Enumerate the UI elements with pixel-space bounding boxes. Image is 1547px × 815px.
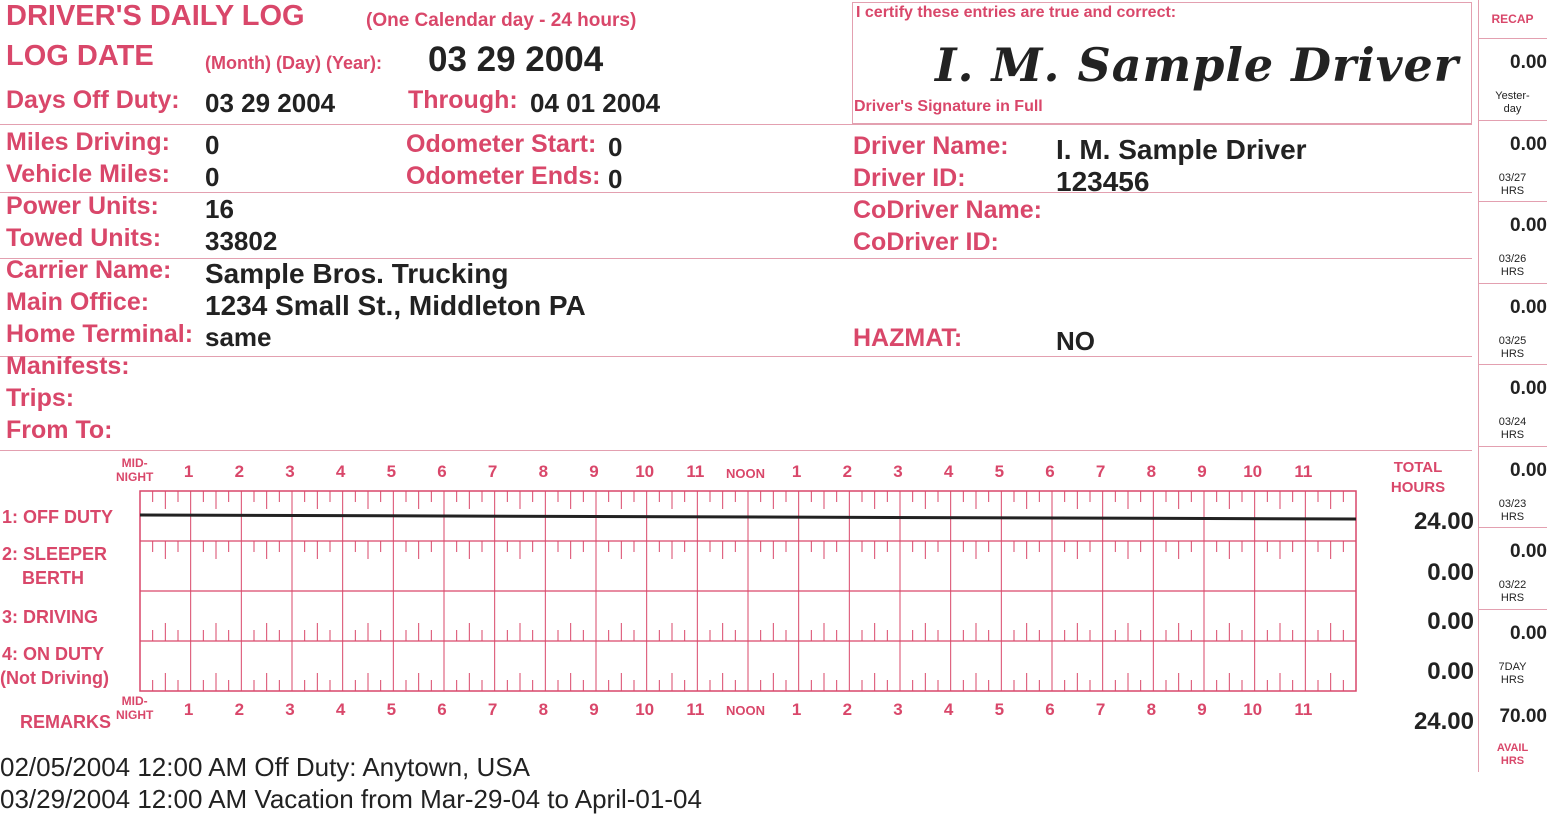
remark-line-1: 02/05/2004 12:00 AM Off Duty: Anytown, USA	[0, 752, 530, 782]
hour-label: 1	[183, 462, 194, 481]
codriver-id-label: CoDriver ID:	[853, 228, 999, 256]
home-terminal-value: same	[205, 322, 272, 352]
total-sleeper: 0.00	[1427, 559, 1474, 586]
main-office-value: 1234 Small St., Middleton PA	[205, 290, 586, 321]
hour-label: 4	[335, 700, 346, 719]
through-label: Through:	[408, 86, 518, 114]
signature-label: Driver's Signature in Full	[854, 98, 1043, 115]
hazmat-label: HAZMAT:	[853, 324, 963, 352]
remarks-label: REMARKS	[20, 712, 112, 732]
hour-label: 4	[943, 462, 954, 481]
recap-separator	[1478, 609, 1547, 610]
hour-label: 11	[686, 700, 705, 719]
log-subtitle: (One Calendar day - 24 hours)	[366, 10, 637, 31]
recap-separator	[1478, 201, 1547, 202]
row-label-driving: 3: DRIVING	[2, 607, 99, 627]
recap-separator	[1478, 446, 1547, 447]
miles-driving-value: 0	[205, 130, 220, 160]
hour-label: 10	[635, 462, 655, 481]
carrier-name-label: Carrier Name:	[6, 256, 172, 284]
noon-label: NOON	[726, 466, 765, 481]
hour-label: 1	[183, 700, 194, 719]
through-value: 04 01 2004	[530, 88, 661, 118]
towed-units-value: 33802	[205, 226, 278, 256]
hour-label: 2	[234, 462, 245, 481]
recap-period-label: 03/27 HRS	[1498, 171, 1527, 197]
recap-avail-label: AVAIL HRS	[1496, 742, 1529, 767]
hour-label: 9	[589, 700, 599, 719]
hour-label: 3	[285, 700, 295, 719]
hour-label: 8	[538, 462, 549, 481]
hour-label: 10	[635, 700, 655, 719]
log-date-format: (Month) (Day) (Year):	[205, 53, 382, 73]
log-date-label: LOG DATE	[6, 40, 154, 72]
hour-label: 11	[1294, 462, 1313, 481]
power-units-label: Power Units:	[6, 192, 159, 220]
hour-label: 5	[994, 700, 1005, 719]
main-office-label: Main Office:	[6, 288, 150, 316]
recap-title: RECAP	[1491, 12, 1534, 26]
recap-period-label: 03/24 HRS	[1498, 416, 1527, 441]
hour-label: 8	[538, 700, 549, 719]
recap-separator	[1478, 38, 1547, 39]
hour-label: 1	[791, 462, 802, 481]
recap-value: 0.00	[1510, 133, 1547, 155]
odometer-ends-value: 0	[608, 164, 623, 194]
hour-label: 8	[1146, 700, 1157, 719]
recap-value: 0.00	[1510, 541, 1547, 562]
hazmat-value: NO	[1056, 326, 1095, 356]
recap-value: 0.00	[1510, 296, 1547, 318]
hour-label: 7	[487, 700, 498, 719]
recap-period-label: 03/25 HRS	[1498, 334, 1527, 360]
codriver-name-label: CoDriver Name:	[853, 196, 1042, 224]
home-terminal-label: Home Terminal:	[6, 320, 194, 348]
hour-label: 2	[842, 700, 853, 719]
days-off-value: 03 29 2004	[205, 88, 336, 118]
recap-avail-value: 70.00	[1499, 706, 1547, 727]
hour-label: 2	[234, 700, 245, 719]
hour-label: 11	[686, 462, 705, 481]
hour-label: 11	[1294, 700, 1313, 719]
hour-label: 4	[943, 700, 954, 719]
driver-name-value: I. M. Sample Driver	[1056, 134, 1307, 165]
row-label-on-duty: 4: ON DUTY	[2, 644, 105, 664]
log-date-value: 03 29 2004	[428, 40, 604, 79]
hour-label: 9	[1197, 700, 1207, 719]
hour-label: 6	[1045, 700, 1055, 719]
hour-label: 2	[842, 462, 853, 481]
hour-label: 3	[893, 462, 903, 481]
vehicle-miles-label: Vehicle Miles:	[6, 160, 170, 188]
midnight-top-label: MID- NIGHT	[116, 456, 154, 484]
towed-units-label: Towed Units:	[6, 224, 162, 252]
recap-value: 0.00	[1510, 378, 1547, 399]
days-off-label: Days Off Duty:	[6, 86, 180, 114]
odometer-ends-label: Odometer Ends:	[406, 162, 601, 190]
hour-label: 1	[791, 700, 802, 719]
driver-signature: I. M. Sample Driver	[935, 38, 1459, 92]
recap-value: 0.00	[1510, 622, 1547, 644]
vehicle-miles-value: 0	[205, 162, 220, 192]
power-units-value: 16	[205, 194, 234, 224]
hour-label: 3	[285, 462, 295, 481]
hour-label: 9	[1197, 462, 1207, 481]
recap-period-label: 7DAY HRS	[1498, 660, 1527, 686]
total-on-duty: 0.00	[1427, 658, 1474, 685]
hour-label: 7	[1095, 462, 1106, 481]
hour-label: 3	[893, 700, 903, 719]
recap-period-label: Yester- day	[1495, 90, 1530, 115]
row-label-on-duty-2: (Not Driving)	[0, 668, 109, 688]
recap-period-label: 03/22 HRS	[1498, 579, 1527, 604]
hour-label: 5	[994, 462, 1005, 481]
recap-value: 0.00	[1510, 459, 1547, 481]
total-off-duty: 24.00	[1413, 508, 1474, 535]
driver-id-label: Driver ID:	[853, 164, 966, 192]
odometer-start-label: Odometer Start:	[406, 130, 597, 158]
hour-label: 8	[1146, 462, 1157, 481]
remark-line-2: 03/29/2004 12:00 AM Vacation from Mar-29-04 to April-01-04	[0, 784, 702, 814]
recap-separator	[1478, 364, 1547, 365]
odometer-start-value: 0	[608, 132, 623, 162]
carrier-name-value: Sample Bros. Trucking	[205, 258, 509, 289]
certification-text: I certify these entries are true and correct:	[856, 4, 1177, 21]
hour-label: 7	[1095, 700, 1106, 719]
recap-value: 0.00	[1510, 215, 1547, 236]
from-to-label: From To:	[6, 416, 113, 444]
row-label-sleeper: 2: SLEEPER	[2, 544, 108, 564]
total-driving: 0.00	[1427, 608, 1474, 635]
hour-label: 6	[437, 462, 447, 481]
manifests-label: Manifests:	[6, 352, 130, 380]
hour-label: 5	[386, 462, 397, 481]
hour-label: 4	[335, 462, 346, 481]
recap-value: 0.00	[1510, 52, 1547, 73]
recap-separator	[1478, 527, 1547, 528]
hour-label: 6	[437, 700, 447, 719]
hour-label: 6	[1045, 462, 1055, 481]
grand-total: 24.00	[1413, 708, 1474, 735]
total-hours-label: TOTAL HOURS	[1390, 459, 1446, 496]
recap-separator	[1478, 283, 1547, 284]
row-label-sleeper-2: BERTH	[22, 568, 84, 588]
trips-label: Trips:	[6, 384, 75, 412]
recap-period-label: 03/26 HRS	[1498, 253, 1527, 278]
log-title: DRIVER'S DAILY LOG	[6, 0, 305, 32]
recap-period-label: 03/23 HRS	[1498, 497, 1527, 523]
midnight-bottom-label: MID- NIGHT	[116, 694, 154, 722]
duty-status-line	[140, 515, 1356, 519]
hour-label: 10	[1243, 462, 1263, 481]
driver-id-value: 123456	[1056, 166, 1150, 197]
noon-label: NOON	[726, 703, 765, 718]
row-label-off-duty: 1: OFF DUTY	[2, 507, 113, 527]
hour-label: 10	[1243, 700, 1263, 719]
driver-name-label: Driver Name:	[853, 132, 1009, 160]
miles-driving-label: Miles Driving:	[6, 128, 170, 156]
recap-separator	[1478, 120, 1547, 121]
hour-label: 9	[589, 462, 599, 481]
hour-label: 7	[487, 462, 498, 481]
hour-label: 5	[386, 700, 397, 719]
